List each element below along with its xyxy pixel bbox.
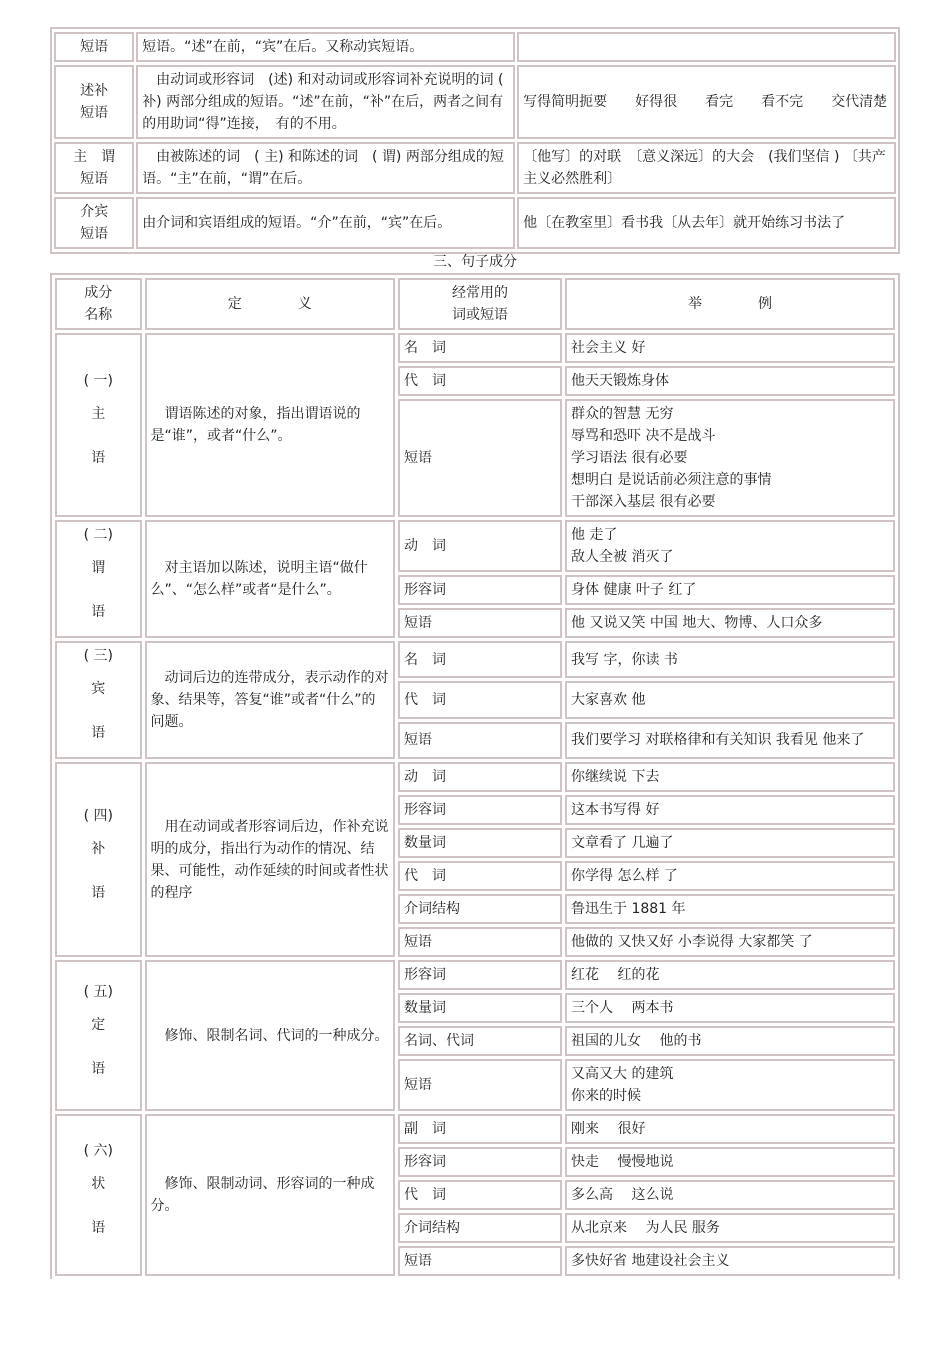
common-word: 名词、代词 bbox=[398, 1026, 562, 1056]
example bbox=[565, 927, 895, 957]
common-word: 短语 bbox=[398, 1246, 562, 1276]
example-line: 干部深入基层 很有必要 bbox=[571, 494, 716, 510]
component-row bbox=[55, 641, 895, 678]
common-word: 数量词 bbox=[398, 993, 562, 1023]
component-name-char: 主 bbox=[91, 406, 106, 422]
example bbox=[565, 333, 895, 363]
example-line: 快走 慢慢地说 bbox=[571, 1154, 674, 1170]
header-line: 名称 bbox=[84, 307, 113, 323]
common-word: 代 词 bbox=[398, 681, 562, 718]
example bbox=[565, 861, 895, 891]
component-name-char: 语 bbox=[91, 884, 106, 901]
phrase-example bbox=[517, 32, 896, 62]
example-line: 刚来 很好 bbox=[571, 1121, 646, 1137]
common-word: 动 词 bbox=[398, 762, 562, 792]
header-line: 成分 bbox=[84, 285, 113, 301]
phrase-name-line: 短语 bbox=[80, 105, 109, 121]
component-name-char: ( 一) bbox=[83, 373, 113, 389]
phrase-row bbox=[54, 142, 896, 194]
component-name bbox=[55, 762, 142, 957]
example-line: 社会主义 好 bbox=[571, 340, 646, 356]
phrase-name-line: 述补 bbox=[80, 83, 109, 99]
example-line: 多么高 这么说 bbox=[571, 1187, 674, 1203]
example bbox=[565, 993, 895, 1023]
component-row bbox=[55, 762, 895, 792]
phrase-name-line: 短语 bbox=[80, 226, 109, 242]
phrase-row bbox=[54, 32, 896, 62]
component-name bbox=[55, 520, 142, 638]
component-definition: 修饰、限制名词、代词的一种成分。 bbox=[145, 960, 396, 1111]
component-name-char: ( 六) bbox=[83, 1143, 113, 1159]
common-word: 介词结构 bbox=[398, 894, 562, 924]
example-line: 大家喜欢 他 bbox=[571, 691, 646, 708]
component-name-char: 补 bbox=[91, 840, 106, 857]
example-line: 你学得 怎么样 了 bbox=[571, 868, 678, 884]
phrase-example: 他〔在教室里〕看书我〔从去年〕就开始练习书法了 bbox=[517, 197, 896, 249]
example bbox=[565, 608, 895, 638]
component-name-char: 语 bbox=[91, 1220, 106, 1236]
header-words bbox=[398, 278, 562, 330]
phrase-definition: 由介词和宾语组成的短语。“介”在前，“宾”在后。 bbox=[136, 197, 515, 249]
header-line: 经常用的 bbox=[452, 285, 508, 301]
phrase-definition: 短语。“述”在前，“宾”在后。又称动宾短语。 bbox=[136, 32, 515, 62]
component-definition: 动词后边的连带成分，表示动作的对象、结果等，答复“谁”或者“什么”的问题。 bbox=[145, 641, 396, 759]
component-definition: 谓语陈述的对象，指出谓语说的是“谁”，或者“什么”。 bbox=[145, 333, 396, 517]
component-row bbox=[55, 1114, 895, 1144]
example-line: 祖国的儿女 他的书 bbox=[571, 1033, 702, 1049]
example-line: 我写 字，你读 书 bbox=[571, 651, 678, 668]
example-line: 辱骂和恐吓 决不是战斗 bbox=[571, 428, 716, 444]
example-line: 他 又说又笑 中国 地大、物博、人口众多 bbox=[571, 615, 823, 631]
example bbox=[565, 1180, 895, 1210]
component-row bbox=[55, 960, 895, 990]
section-title: 三、句子成分 bbox=[433, 254, 517, 270]
example-line: 想明白 是说话前必须注意的事情 bbox=[571, 472, 772, 488]
phrase-row bbox=[54, 65, 896, 139]
example bbox=[565, 1213, 895, 1243]
component-definition: 对主语加以陈述，说明主语“做什么”、“怎么样”或者“是什么”。 bbox=[145, 520, 396, 638]
common-word: 短语 bbox=[398, 1059, 562, 1111]
example-line: 敌人全被 消灭了 bbox=[571, 549, 674, 565]
phrase-name-line: 介宾 bbox=[80, 204, 109, 220]
common-word: 短语 bbox=[398, 608, 562, 638]
example bbox=[565, 366, 895, 396]
header-definition: 定 义 bbox=[145, 278, 396, 330]
header-example: 举 例 bbox=[565, 278, 895, 330]
phrase-name bbox=[54, 142, 134, 194]
component-name-char: 谓 bbox=[91, 560, 106, 576]
example bbox=[565, 1246, 895, 1276]
example bbox=[565, 641, 895, 678]
phrase-name-line: 主 谓 bbox=[73, 149, 116, 165]
component-name-char: 状 bbox=[91, 1176, 106, 1192]
component-definition: 用在动词或者形容词后边，作补充说明的成分，指出行为动作的情况、结果、可能性，动作延续的时间或者性状的程序 bbox=[145, 762, 396, 957]
common-word: 代 词 bbox=[398, 1180, 562, 1210]
common-word: 短语 bbox=[398, 722, 562, 759]
example-line: 他 走了 bbox=[571, 527, 618, 543]
phrase-name-line: 短语 bbox=[80, 39, 109, 55]
example-line: 三个人 两本书 bbox=[571, 1000, 674, 1016]
example bbox=[565, 1059, 895, 1111]
component-name-char: 语 bbox=[91, 604, 106, 620]
example bbox=[565, 762, 895, 792]
example bbox=[565, 795, 895, 825]
example bbox=[565, 1147, 895, 1177]
component-name-char: ( 五) bbox=[83, 983, 113, 1000]
example bbox=[565, 681, 895, 718]
phrase-name-line: 短语 bbox=[80, 171, 109, 187]
component-name-char: ( 三) bbox=[83, 648, 113, 664]
common-word: 短语 bbox=[398, 927, 562, 957]
phrase-types-table bbox=[50, 27, 900, 254]
example bbox=[565, 828, 895, 858]
header-row bbox=[55, 278, 895, 330]
common-word: 介词结构 bbox=[398, 1213, 562, 1243]
example bbox=[565, 575, 895, 605]
common-word: 短语 bbox=[398, 399, 562, 517]
example-line: 他天天锻炼身体 bbox=[571, 373, 669, 389]
component-name-char: 语 bbox=[91, 450, 106, 466]
header-name bbox=[55, 278, 142, 330]
example bbox=[565, 722, 895, 759]
common-word: 形容词 bbox=[398, 1147, 562, 1177]
phrase-example: 〔他写〕的对联 〔意义深远〕的大会 (我们坚信 ) 〔共产主义必然胜利〕 bbox=[517, 142, 896, 194]
example-line: 从北京来 为人民 服务 bbox=[571, 1220, 720, 1236]
example-line: 这本书写得 好 bbox=[571, 802, 660, 818]
phrase-row bbox=[54, 197, 896, 249]
example-line: 又高又大 的建筑 bbox=[571, 1066, 674, 1082]
component-name-char: 语 bbox=[91, 1060, 106, 1077]
phrase-name bbox=[54, 32, 134, 62]
example bbox=[565, 1114, 895, 1144]
phrase-definition: 由动词或形容词 (述) 和对动词或形容词补充说明的词 ( 补) 两部分组成的短语。“述”在前，“补”在后，两者之间有的用助词“得”连接， 有的不用。 bbox=[136, 65, 515, 139]
example-line: 多快好省 地建设社会主义 bbox=[571, 1253, 730, 1269]
example bbox=[565, 520, 895, 572]
phrase-name bbox=[54, 65, 134, 139]
component-name-char: ( 四) bbox=[83, 807, 113, 824]
component-name-char: 定 bbox=[91, 1016, 106, 1033]
component-row bbox=[55, 520, 895, 572]
example-line: 你来的时候 bbox=[571, 1088, 641, 1104]
example bbox=[565, 399, 895, 517]
common-word: 形容词 bbox=[398, 960, 562, 990]
common-word: 形容词 bbox=[398, 795, 562, 825]
component-name bbox=[55, 641, 142, 759]
component-name-char: 语 bbox=[91, 725, 106, 741]
common-word: 数量词 bbox=[398, 828, 562, 858]
sentence-components-table bbox=[50, 273, 900, 1279]
component-name bbox=[55, 960, 142, 1111]
example-line: 学习语法 很有必要 bbox=[571, 450, 688, 466]
common-word: 名 词 bbox=[398, 641, 562, 678]
component-row bbox=[55, 333, 895, 363]
example-line: 身体 健康 叶子 红了 bbox=[571, 582, 697, 598]
example-line: 群众的智慧 无穷 bbox=[571, 406, 674, 422]
example bbox=[565, 894, 895, 924]
example-line: 你继续说 下去 bbox=[571, 769, 660, 785]
example bbox=[565, 960, 895, 990]
common-word: 代 词 bbox=[398, 861, 562, 891]
component-name-char: ( 二) bbox=[83, 527, 113, 543]
example-line: 鲁迅生于 1881 年 bbox=[571, 901, 686, 917]
example bbox=[565, 1026, 895, 1056]
component-name bbox=[55, 333, 142, 517]
phrase-name bbox=[54, 197, 134, 249]
example-line: 文章看了 几遍了 bbox=[571, 835, 674, 851]
example-line: 红花 红的花 bbox=[571, 967, 660, 983]
common-word: 副 词 bbox=[398, 1114, 562, 1144]
common-word: 形容词 bbox=[398, 575, 562, 605]
component-definition: 修饰、限制动词、形容词的一种成分。 bbox=[145, 1114, 396, 1276]
component-name bbox=[55, 1114, 142, 1276]
common-word: 名 词 bbox=[398, 333, 562, 363]
common-word: 动 词 bbox=[398, 520, 562, 572]
example-line: 他做的 又快又好 小李说得 大家都笑 了 bbox=[571, 934, 813, 950]
component-name-char: 宾 bbox=[91, 681, 106, 697]
example-line: 我们要学习 对联格律和有关知识 我看见 他来了 bbox=[571, 732, 865, 749]
common-word: 代 词 bbox=[398, 366, 562, 396]
header-line: 词或短语 bbox=[452, 307, 508, 323]
phrase-example: 写得简明扼要 好得很 看完 看不完 交代清楚 bbox=[517, 65, 896, 139]
phrase-definition: 由被陈述的词 ( 主) 和陈述的词 ( 谓) 两部分组成的短语。“主”在前，“谓”在后。 bbox=[136, 142, 515, 194]
